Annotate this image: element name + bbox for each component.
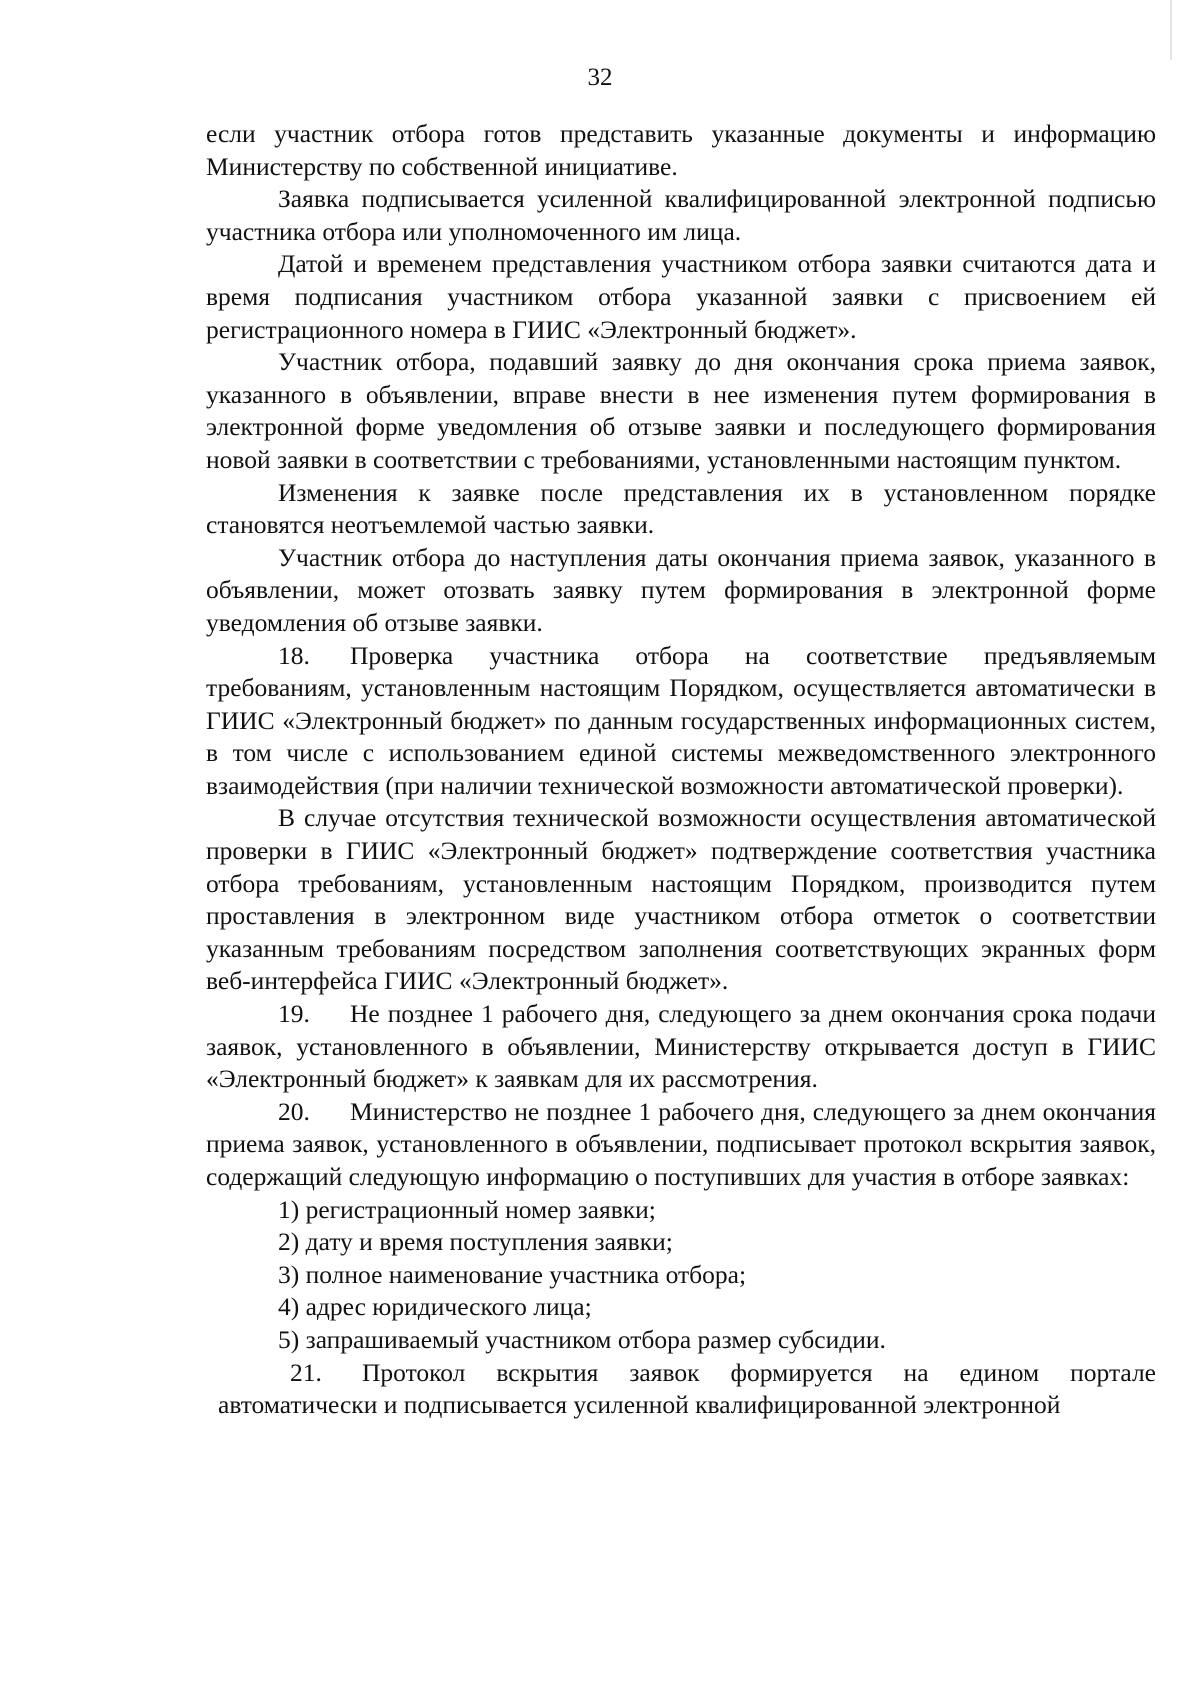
page-number: 32 xyxy=(587,64,613,91)
clause-19 xyxy=(206,998,1156,1096)
clause-text: Проверка участника отбора на соответствие предъявляемым требованиям, установленным настоящим Порядком, осуществляется автоматически в ГИИС «Электронный бюджет» по данным государственных информационных систем, в том числе с использованием единой системы межведомственного электронного взаимодействия (при наличии технической возможности автоматической проверки). xyxy=(206,640,1156,800)
list-item: 5) запрашиваемый участником отбора размер субсидии. xyxy=(278,1324,886,1354)
list-item: 3) полное наименование участника отбора; xyxy=(278,1259,747,1289)
clause-20 xyxy=(206,1096,1156,1194)
clause-number: 20. xyxy=(278,1096,310,1126)
document-body xyxy=(206,118,1156,1422)
paragraph-amendments: Участник отбора, подавший заявку до дня окончания срока приема заявок, указанного в объявлении, вправе внести в нее изменения путем формирования в электронной форме уведомления об отзыве заявки и последующего формирования новой заявки в соответствии с требованиями, установленными настоящим пунктом. xyxy=(206,347,1156,474)
list-item: 1) регистрационный номер заявки; xyxy=(278,1194,656,1224)
paragraph-manual-check: В случае отсутствия технической возможности осуществления автоматической проверки в ГИИС «Электронный бюджет» подтверждение соответствия участника отбора требованиям, установленным настоящим Порядком, производится путем проставления в электронном виде участником отбора отметок о соответствии указанным требованиям посредством заполнения соответствующих экранных форм веб-интерфейса ГИИС «Электронный бюджет». xyxy=(206,803,1156,996)
clause-number: 18. xyxy=(278,640,310,670)
clause-number: 21. xyxy=(290,1357,322,1387)
paragraph-changes-part: Изменения к заявке после представления их в установленном порядке становятся неотъемлемой частью заявки. xyxy=(206,477,1156,540)
clause-text: Министерство не позднее 1 рабочего дня, следующего за днем окончания приема заявок, установленного в объявлении, подписывает протокол вскрытия заявок, содержащий следующую информацию о поступивших для участия в отборе заявках: xyxy=(206,1096,1156,1191)
paragraph-withdrawal: Участник отбора до наступления даты окончания приема заявок, указанного в объявлении, может отозвать заявку путем формирования в электронной форме уведомления об отзыве заявки. xyxy=(206,542,1156,637)
clause-18 xyxy=(206,640,1156,803)
clause-text: Не позднее 1 рабочего дня, следующего за днем окончания срока подачи заявок, установленного в объявлении, Министерству открывается доступ в ГИИС «Электронный бюджет» к заявкам для их рассмотрения. xyxy=(206,999,1156,1094)
list-item: 2) дату и время поступления заявки; xyxy=(278,1227,673,1257)
scan-edge-mark xyxy=(1170,0,1172,60)
clause-number: 19. xyxy=(278,999,310,1029)
paragraph-continuation: если участник отбора готов представить указанные документы и информацию Министерству по собственной инициативе. xyxy=(206,119,1156,181)
paragraph-signature: Заявка подписывается усиленной квалифицированной электронной подписью участника отбора или уполномоченного им лица. xyxy=(206,184,1156,246)
clause-21 xyxy=(206,1357,1156,1422)
paragraph-submission-date: Датой и временем представления участником отбора заявки считаются дата и время подписания участником отбора указанной заявки с присвоением ей регистрационного номера в ГИИС «Электронный бюджет». xyxy=(206,249,1156,344)
clause-text: Протокол вскрытия заявок формируется на едином портале автоматически и подписывается усиленной квалифицированной электронной xyxy=(218,1357,1156,1420)
list-item: 4) адрес юридического лица; xyxy=(278,1292,592,1322)
